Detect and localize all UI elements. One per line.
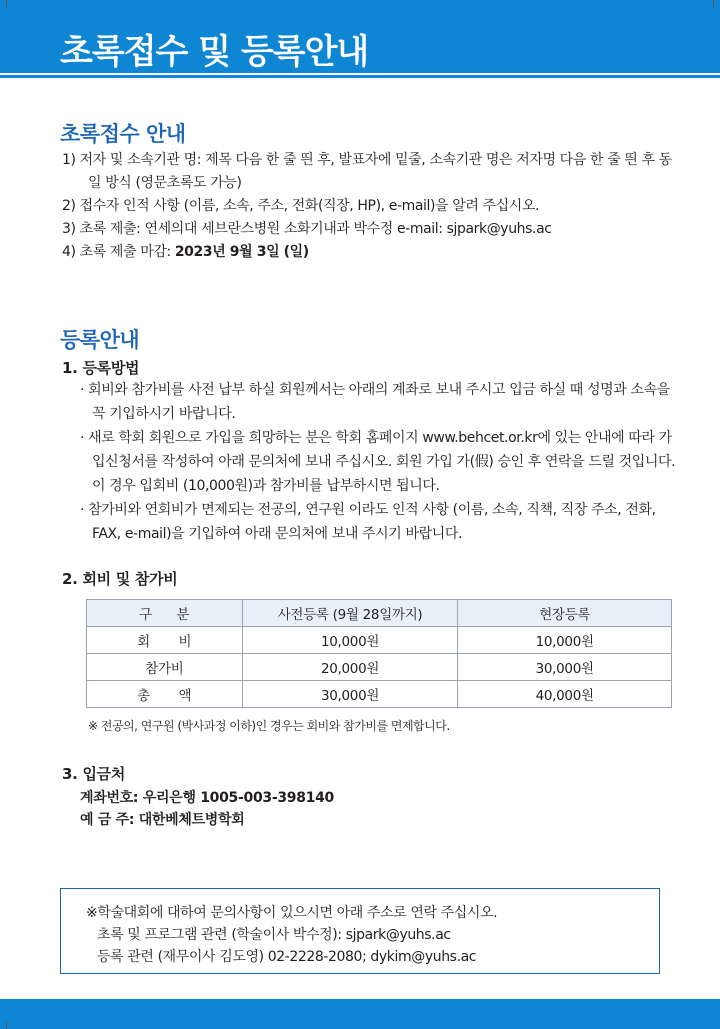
method-bullet-exempt: · 참가비와 연회비가 면제되는 전공의, 연구원 이라도 인적 사항 (이름, 소속, 직책, 직장 주소, 전화, FAX, e-mail)을 기입하여 아래 문의처에 보내 주시기 바랍니다. bbox=[80, 502, 656, 542]
fee-table bbox=[86, 599, 672, 708]
fee-table-header-row bbox=[87, 600, 672, 627]
header-rule bbox=[0, 73, 720, 75]
abstract-info-list bbox=[62, 149, 682, 264]
abstract-item-author: 1) 저자 및 소속기관 명: 제목 다음 한 줄 띈 후, 발표자에 밑줄, 소속기관 명은 저자명 다음 한 줄 띈 후 동일 방식 (영문초록도 가능) bbox=[62, 152, 672, 191]
registration-section-title: 등록안내 bbox=[60, 328, 140, 352]
contact-intro: ※학술대회에 대하여 문의사항이 있으시면 아래 주소로 연락 주십시오. bbox=[86, 905, 498, 921]
deadline-label: 4) 초록 제출 마감: bbox=[62, 244, 175, 260]
deadline-date: 2023년 9월 3일 (일) bbox=[174, 244, 309, 260]
pre-fee: 10,000원 bbox=[242, 627, 458, 654]
table-row bbox=[87, 681, 672, 708]
deposit-title: 3. 입금처 bbox=[62, 765, 126, 783]
fees-title: 2. 회비 및 참가비 bbox=[62, 570, 178, 588]
row-label: 총 액 bbox=[87, 681, 243, 708]
fee-exemption-note: ※ 전공의, 연구원 (박사과정 이하)인 경우는 회비와 참가비를 면제합니다. bbox=[88, 719, 450, 733]
abstract-section-title: 초록접수 안내 bbox=[60, 122, 186, 146]
footer-band bbox=[0, 999, 720, 1029]
row-label: 참가비 bbox=[87, 654, 243, 681]
row-label: 회 비 bbox=[87, 627, 243, 654]
header-category: 구 분 bbox=[87, 600, 243, 627]
abstract-item-submission: 3) 초록 제출: 연세의대 세브란스병원 소화기내과 박수정 e-mail: sjpark@yuhs.ac bbox=[62, 221, 552, 237]
header-pre-registration: 사전등록 (9월 28일까지) bbox=[242, 600, 458, 627]
onsite-fee: 10,000원 bbox=[458, 627, 672, 654]
account-holder: 예 금 주: 대한베체트병학회 bbox=[80, 812, 245, 828]
header-onsite-registration: 현장등록 bbox=[458, 600, 672, 627]
onsite-fee: 40,000원 bbox=[458, 681, 672, 708]
registration-method-title: 1. 등록방법 bbox=[62, 359, 140, 377]
abstract-item-contact-info: 2) 접수자 인적 사항 (이름, 소속, 주소, 전화(직장, HP), e-mail)을 알려 주십시오. bbox=[62, 198, 540, 214]
pre-fee: 20,000원 bbox=[242, 654, 458, 681]
table-row bbox=[87, 627, 672, 654]
crop-mark bbox=[6, 1021, 7, 1029]
page-title: 초록접수 및 등록안내 bbox=[60, 32, 369, 72]
crop-mark bbox=[6, 0, 7, 8]
abstract-item-deadline bbox=[62, 241, 682, 264]
method-bullet-new-member: · 새로 학회 회원으로 가입을 희망하는 분은 학회 홈페이지 www.behcet.or.kr에 있는 안내에 따라 가입신청서를 작성하여 아래 문의처에 보내 주십시오. 회원 가입 가(假) 승인 후 연락을 드릴 것입니다. 이 경우 입회비 (10,000원)과 참가비를 납부하시면 됩니다. bbox=[80, 430, 676, 494]
registration-method-list bbox=[80, 378, 680, 546]
method-bullet-payment: · 회비와 참가비를 사전 납부 하실 회원께서는 아래의 계좌로 보내 주시고 입금 하실 때 성명과 소속을 꼭 기입하시기 바랍니다. bbox=[80, 382, 670, 422]
contact-program: 초록 및 프로그램 관련 (학술이사 박수정): sjpark@yuhs.ac bbox=[97, 927, 451, 943]
contact-registration: 등록 관련 (재무이사 김도영) 02-2228-2080; dykim@yuhs.ac bbox=[97, 949, 477, 965]
bank-account: 계좌번호: 우리은행 1005-003-398140 bbox=[80, 790, 334, 806]
table-row bbox=[87, 654, 672, 681]
onsite-fee: 30,000원 bbox=[458, 654, 672, 681]
pre-fee: 30,000원 bbox=[242, 681, 458, 708]
crop-mark bbox=[713, 0, 714, 8]
